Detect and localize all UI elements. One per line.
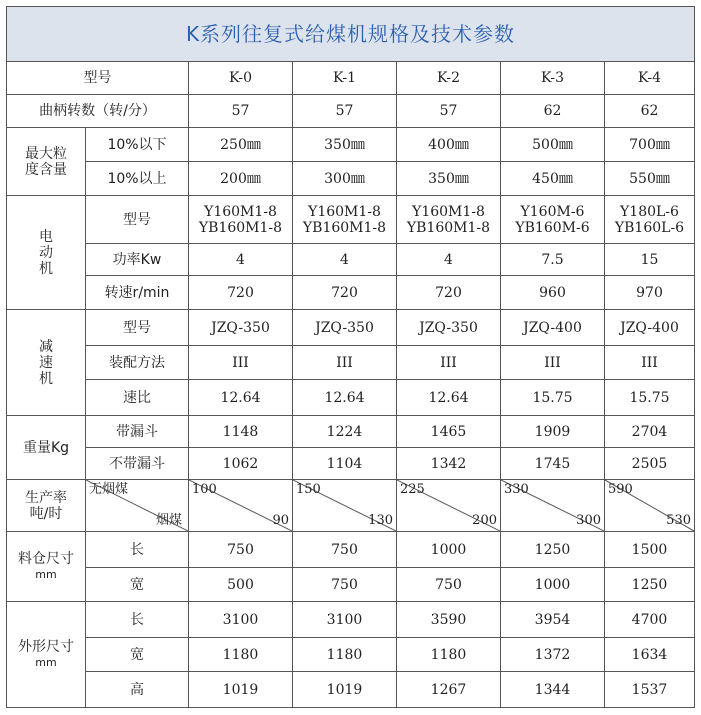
value-cell: 750 [293, 532, 397, 568]
motor-speed-label: 转速r/min [86, 276, 189, 310]
value-cell: JZQ-350 [189, 310, 293, 346]
value-cell: 970 [605, 276, 695, 310]
motor-model-cell [605, 196, 695, 244]
productivity-type-cell [86, 480, 189, 532]
productivity-row [7, 480, 695, 532]
value-cell: 720 [189, 276, 293, 310]
value-cell: 62 [605, 95, 695, 128]
motor-model-line: Y180L-6 [620, 203, 679, 220]
bin-label-line1: 料仓尺寸 [18, 550, 74, 567]
model-header-cell: K-4 [605, 62, 695, 95]
model-header-cell: K-1 [293, 62, 397, 95]
value-cell: III [293, 346, 397, 380]
value-cell: 57 [293, 95, 397, 128]
weight-without-hopper-label: 不带漏斗 [86, 448, 189, 480]
motor-model-line: YB160L-6 [614, 219, 685, 236]
motor-model-line: YB160M1-8 [406, 219, 491, 236]
crank-speed-label: 曲柄转数（转/分） [7, 95, 189, 128]
value-cell: JZQ-350 [293, 310, 397, 346]
particle-label-line1: 最大粒 [25, 145, 67, 162]
productivity-cell [605, 480, 695, 532]
bin-category-label [7, 532, 86, 602]
no-coal-value: 100 [192, 482, 217, 497]
coal-value: 90 [272, 513, 289, 528]
productivity-cell [397, 480, 501, 532]
value-cell: 700㎜ [605, 128, 695, 162]
value-cell: 4700 [605, 602, 695, 638]
value-cell: 450㎜ [501, 162, 605, 196]
outline-length-row [7, 602, 695, 638]
value-cell: 1180 [293, 638, 397, 672]
bin-length-row [7, 532, 695, 568]
particle-above-label: 10%以上 [86, 162, 189, 196]
motor-model-cell [189, 196, 293, 244]
outline-length-label: 长 [86, 602, 189, 638]
value-cell: 1148 [189, 416, 293, 448]
value-cell: 500㎜ [501, 128, 605, 162]
weight-without-hopper-row [7, 448, 695, 480]
motor-label-char: 动 [39, 244, 53, 261]
value-cell: 1224 [293, 416, 397, 448]
motor-model-cell [501, 196, 605, 244]
spec-table [6, 6, 695, 708]
model-header-cell: K-3 [501, 62, 605, 95]
value-cell: 1537 [605, 672, 695, 708]
value-cell: 2704 [605, 416, 695, 448]
value-cell: 720 [293, 276, 397, 310]
model-header-row [7, 62, 695, 95]
value-cell: 500 [189, 568, 293, 602]
value-cell: JZQ-350 [397, 310, 501, 346]
productivity-label-line2: 吨/时 [29, 505, 63, 522]
motor-model-label: 型号 [86, 196, 189, 244]
value-cell: 1500 [605, 532, 695, 568]
reducer-model-label: 型号 [86, 310, 189, 346]
motor-power-row [7, 244, 695, 276]
value-cell: 350㎜ [397, 162, 501, 196]
weight-with-hopper-row [7, 416, 695, 448]
motor-model-cell [397, 196, 501, 244]
value-cell: 3100 [293, 602, 397, 638]
coal-value: 300 [576, 513, 601, 528]
bin-width-row [7, 568, 695, 602]
reducer-assembly-row [7, 346, 695, 380]
no-coal-value: 330 [504, 482, 529, 497]
outline-width-label: 宽 [86, 638, 189, 672]
value-cell: III [605, 346, 695, 380]
value-cell: 1250 [501, 532, 605, 568]
value-cell: 1342 [397, 448, 501, 480]
value-cell: 1909 [501, 416, 605, 448]
value-cell: 7.5 [501, 244, 605, 276]
motor-model-cell [293, 196, 397, 244]
no-coal-value: 225 [400, 482, 425, 497]
value-cell: 750 [293, 568, 397, 602]
motor-model-line: YB160M1-8 [302, 219, 387, 236]
outline-label-unit: mm [35, 655, 57, 669]
weight-with-hopper-label: 带漏斗 [86, 416, 189, 448]
value-cell: 1372 [501, 638, 605, 672]
particle-label-line2: 度含量 [25, 161, 67, 178]
bin-label-unit: mm [35, 567, 57, 581]
motor-model-line: YB160M-6 [515, 219, 590, 236]
model-header-label: 型号 [7, 62, 189, 95]
outline-width-row [7, 638, 695, 672]
value-cell: 3590 [397, 602, 501, 638]
value-cell: 1062 [189, 448, 293, 480]
bin-length-label: 长 [86, 532, 189, 568]
value-cell: 750 [189, 532, 293, 568]
bin-width-label: 宽 [86, 568, 189, 602]
model-header-cell: K-0 [189, 62, 293, 95]
reducer-model-row [7, 310, 695, 346]
motor-speed-row [7, 276, 695, 310]
value-cell: 1019 [293, 672, 397, 708]
coal-value: 130 [368, 513, 393, 528]
crank-speed-row [7, 95, 695, 128]
motor-model-line: Y160M1-8 [412, 203, 485, 220]
reducer-ratio-row [7, 380, 695, 416]
value-cell: 3100 [189, 602, 293, 638]
value-cell: 1000 [397, 532, 501, 568]
table-title: K系列往复式给煤机规格及技术参数 [7, 7, 695, 62]
value-cell: 12.64 [189, 380, 293, 416]
motor-model-line: Y160M-6 [520, 203, 585, 220]
value-cell: 4 [397, 244, 501, 276]
value-cell: 200㎜ [189, 162, 293, 196]
coal-value: 200 [472, 513, 497, 528]
motor-model-line: Y160M1-8 [308, 203, 381, 220]
value-cell: 300㎜ [293, 162, 397, 196]
value-cell: 1000 [501, 568, 605, 602]
model-header-cell: K-2 [397, 62, 501, 95]
value-cell: 4 [293, 244, 397, 276]
reducer-label-char: 速 [39, 354, 53, 371]
reducer-label-char: 减 [39, 338, 53, 355]
reducer-assembly-label: 装配方法 [86, 346, 189, 380]
productivity-cell [189, 480, 293, 532]
value-cell: 15.75 [501, 380, 605, 416]
no-coal-label: 无烟煤 [89, 482, 129, 497]
particle-below-row [7, 128, 695, 162]
value-cell: 720 [397, 276, 501, 310]
value-cell: 1250 [605, 568, 695, 602]
outline-category-label [7, 602, 86, 708]
coal-value: 530 [666, 513, 691, 528]
value-cell: 15.75 [605, 380, 695, 416]
outline-label-line1: 外形尺寸 [18, 638, 74, 655]
value-cell: 12.64 [397, 380, 501, 416]
motor-label-char: 机 [39, 260, 53, 277]
value-cell: 15 [605, 244, 695, 276]
value-cell: III [397, 346, 501, 380]
value-cell: 3954 [501, 602, 605, 638]
value-cell: 1180 [397, 638, 501, 672]
value-cell: 350㎜ [293, 128, 397, 162]
value-cell: 12.64 [293, 380, 397, 416]
value-cell: JZQ-400 [605, 310, 695, 346]
value-cell: III [501, 346, 605, 380]
value-cell: JZQ-400 [501, 310, 605, 346]
value-cell: 62 [501, 95, 605, 128]
weight-category-label: 重量Kg [7, 416, 86, 480]
motor-model-line: YB160M1-8 [198, 219, 283, 236]
outline-height-label: 高 [86, 672, 189, 708]
value-cell: 1634 [605, 638, 695, 672]
reducer-label-char: 机 [39, 370, 53, 387]
value-cell: 57 [189, 95, 293, 128]
motor-model-line: Y160M1-8 [204, 203, 277, 220]
value-cell: 1104 [293, 448, 397, 480]
particle-above-row [7, 162, 695, 196]
motor-label-char: 电 [39, 228, 53, 245]
motor-category-label [7, 196, 86, 310]
value-cell: 57 [397, 95, 501, 128]
value-cell: 1344 [501, 672, 605, 708]
coal-label: 烟煤 [155, 513, 182, 528]
value-cell: 2505 [605, 448, 695, 480]
value-cell: 1267 [397, 672, 501, 708]
particle-below-label: 10%以下 [86, 128, 189, 162]
no-coal-value: 590 [608, 482, 633, 497]
value-cell: 1745 [501, 448, 605, 480]
reducer-category-label [7, 310, 86, 416]
no-coal-value: 150 [296, 482, 321, 497]
value-cell: 550㎜ [605, 162, 695, 196]
value-cell: 960 [501, 276, 605, 310]
value-cell: 250㎜ [189, 128, 293, 162]
value-cell: 400㎜ [397, 128, 501, 162]
value-cell: III [189, 346, 293, 380]
value-cell: 4 [189, 244, 293, 276]
value-cell: 1180 [189, 638, 293, 672]
value-cell: 750 [397, 568, 501, 602]
outline-height-row [7, 672, 695, 708]
particle-category-label [7, 128, 86, 196]
motor-model-row [7, 196, 695, 244]
value-cell: 1465 [397, 416, 501, 448]
productivity-cell [293, 480, 397, 532]
motor-power-label: 功率Kw [86, 244, 189, 276]
productivity-label-line1: 生产率 [25, 489, 67, 506]
reducer-ratio-label: 速比 [86, 380, 189, 416]
value-cell: 1019 [189, 672, 293, 708]
productivity-category-label [7, 480, 86, 532]
productivity-cell [501, 480, 605, 532]
